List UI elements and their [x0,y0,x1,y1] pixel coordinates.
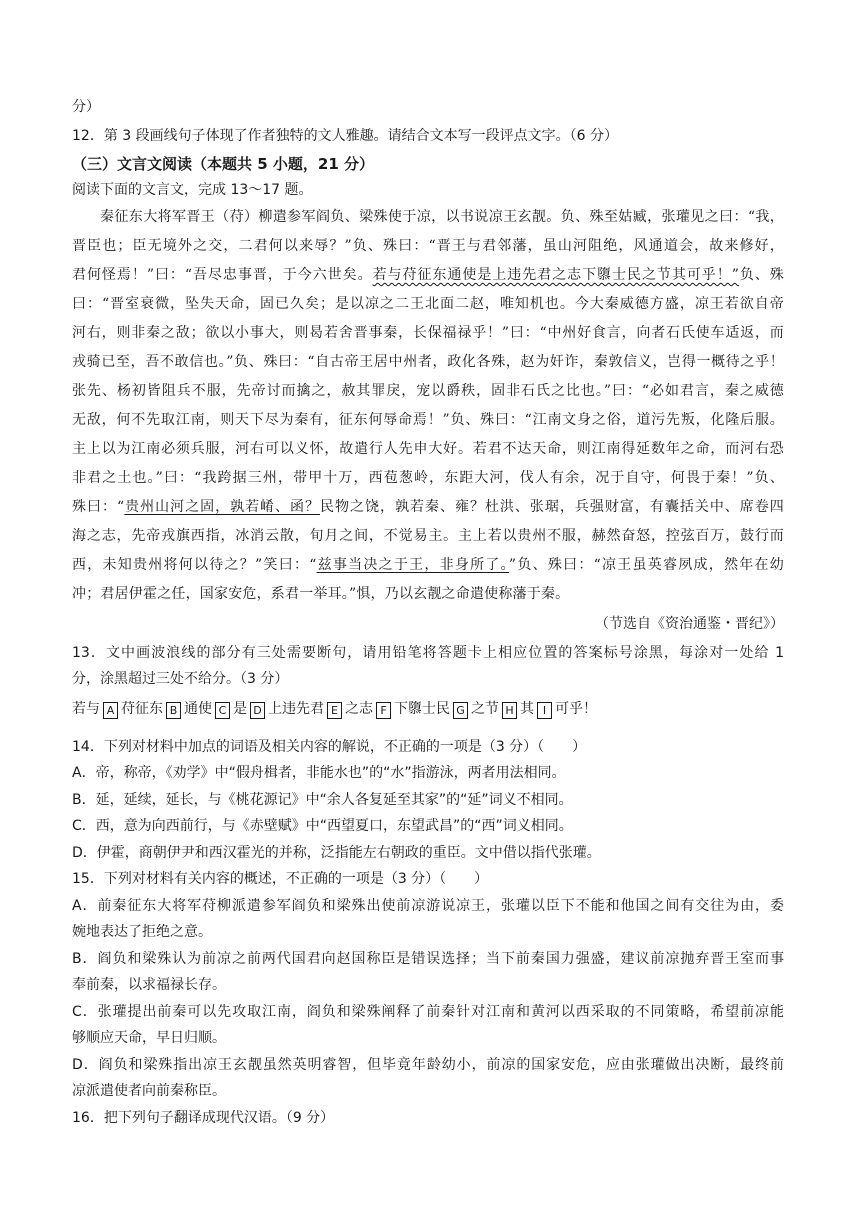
break-option-b[interactable]: B [166,702,181,719]
segment: 其 [520,701,534,717]
passage-line [72,265,784,285]
q14-option-d[interactable]: D．伊霍，商朝伊尹和西汉霍光的并称，泛指能左右朝政的重臣。文中借以指代张瓘。 [72,845,601,861]
break-option-g[interactable]: G [453,702,468,719]
break-option-f[interactable]: F [376,702,391,719]
passage-line: 非君之土也。”曰：“我跨据三州，带甲十万，西苞葱岭，东距大河，伐人有余，况于自守，何畏于秦！”负、 [72,470,784,486]
segment: 若与 [72,701,100,717]
break-option-a[interactable]: A [103,702,118,719]
break-option-c[interactable]: C [215,702,230,719]
underlined-sentence: 兹事当决之于王，非身所了。 [316,557,509,573]
question-12: 12．第 3 段画线句子体现了作者独特的文人雅趣。请结合文本写一段评点文字。（6 分） [72,128,618,144]
question-16-stem: 16．把下列句子翻译成现代汉语。（9 分） [72,1110,335,1126]
q15-option-b-cont[interactable]: 奉前秦，以求福禄长存。 [72,977,226,993]
q15-option-d[interactable]: D．阎负和梁殊指出凉王玄靓虽然英明睿智，但毕竟年龄幼小，前凉的国家安危，应由张瓘做出决断，最终前 [72,1057,784,1073]
segment: 上违先君 [268,701,324,717]
sentence-break-options [72,699,597,719]
q15-option-c-cont[interactable]: 够顺应天命，早日归顺。 [72,1030,226,1046]
passage-line: 晋臣也；臣无境外之交，二君何以来辱？”负、殊曰：“晋王与君邻藩，虽山河阻绝，风通道会，故来修好， [72,238,784,254]
segment: 下隳士民 [394,701,450,717]
passage-line: 曰：“晋室衰微，坠失天命，固已久矣；是以凉之二王北面二赵，唯知机也。今大秦威德方盛，凉王若欲自帝 [72,296,784,312]
passage-text: 民物之饶，孰若秦、雍？杜洪、张琚，兵强财富，有囊括关中、席卷四 [320,499,784,515]
question-13-stem-cont: 分，涂黑超过三处不给分。（3 分） [72,671,289,687]
q14-option-b[interactable]: B．延，延续，延长，与《桃花源记》中“余人各复延至其家”的“延”词义不相同。 [72,792,573,808]
segment: 之节 [471,701,499,717]
q15-option-a[interactable]: A．前秦征东大将军苻柳派遣参军阎负和梁殊出使前凉游说凉王，张瓘以臣下不能和他国之间有交往为由，委 [72,898,784,914]
break-option-d[interactable]: D [250,702,265,719]
q14-option-c[interactable]: C．西，意为向西前行，与《赤壁赋》中“西望夏口，东望武昌”的“西”词义相同。 [72,818,573,834]
passage-line [72,555,784,575]
passage-line: 海之志，先帝戎旗西指，冰消云散，旬月之间，不觉易主。主上若以贵州不服，赫然奋怒，控弦百万，鼓行而 [72,528,784,544]
passage-line [72,497,784,517]
underlined-sentence: 贵州山河之固，孰若崤、函？ [124,499,321,515]
segment: 可乎！ [555,701,597,717]
question-15-stem: 15．下列对材料有关内容的概述，不正确的一项是（3 分）（ ） [72,871,489,887]
break-option-e[interactable]: E [327,702,342,719]
q15-option-a-cont[interactable]: 婉地表达了拒绝之意。 [72,924,212,940]
passage-line: 河右，则非秦之敌；欲以小事大，则曷若舍晋事秦，长保福禄乎！”曰：“中州好食言，向者石氏使车适返，而 [72,325,784,341]
passage-line: 秦征东大将军晋王（苻）柳遣参军阎负、梁殊使于凉，以书说凉王玄靓。负、殊至姑臧，张瓘见之曰：“我， [100,209,784,225]
passage-text: 君何怪焉！”曰：“吾尽忠事晋，于今六世矣。 [72,267,373,283]
break-option-i[interactable]: I [537,702,552,719]
segment: 之志 [345,701,373,717]
passage-line: 戎骑已至，吾不敢信也。”负、殊曰：“自古帝王居中州者，政化各殊，赵为奸诈，秦敦信义，岂得一概待之乎！ [72,354,784,370]
segment: 是 [233,701,247,717]
segment: 通使 [184,701,212,717]
passage-line: 冲；君居伊霍之任，国家安危，系君一举耳。”惧，乃以玄靓之命遣使称藩于秦。 [72,586,570,602]
passage-text: 西，未知贵州将何以待之？”笑曰：“ [72,557,317,573]
passage-line: 张先、杨初皆阻兵不服，先帝讨而擒之，赦其罪戾，宠以爵秩，固非石氏之比也。”曰：“必如君言，秦之威德 [72,383,784,399]
source-citation: （节选自《资治通鉴・晋纪》） [595,616,784,632]
break-option-h[interactable]: H [502,702,517,719]
passage-line: 主上以为江南必须兵服，河右可以义怀，故遣行人先申大好。若君不达天命，则江南得延数年之命，而河右恐 [72,441,784,457]
reading-instruction: 阅读下面的文言文，完成 13～17 题。 [72,182,313,198]
passage-text: ”负、殊曰：“凉王虽英睿夙成，然年在幼 [508,557,784,573]
passage-line: 无敌，何不先取江南，则天下尽为秦有，征东何辱命焉！”负、殊曰：“江南文身之俗，道污先叛，化隆后服。 [72,412,784,428]
q15-option-b[interactable]: B．阎负和梁殊认为前凉之前两代国君向赵国称臣是错误选择；当下前秦国力强盛，建议前凉抛弃晋王室而事 [72,951,784,967]
wavy-underlined-text: 若与苻征东通使是上违先君之志下隳士民之节其可乎！” [372,267,740,283]
q15-option-d-cont[interactable]: 凉派遣使者向前秦称臣。 [72,1083,226,1099]
question-13-stem: 13．文中画波浪线的部分有三处需要断句，请用铅笔将答题卡上相应位置的答案标号涂黑，每涂对一处给 1 [72,645,784,661]
q15-option-c[interactable]: C．张瓘提出前秦可以先攻取江南，阎负和梁殊阐释了前秦针对江南和黄河以西采取的不同策略，希望前凉能 [72,1004,784,1020]
previous-question-tail: 分） [72,99,100,115]
passage-text: 负、殊 [739,267,784,283]
q14-option-a[interactable]: A．帝，称帝，《劝学》中“假舟楫者，非能水也”的“水”指游泳，两者用法相同。 [72,765,566,781]
question-14-stem: 14．下列对材料中加点的词语及相关内容的解说，不正确的一项是（3 分）（ ） [72,739,587,755]
segment: 苻征东 [121,701,163,717]
section-title: （三）文言文阅读（本题共 5 小题，21 分） [72,155,374,173]
passage-text: 殊曰：“ [72,499,125,515]
